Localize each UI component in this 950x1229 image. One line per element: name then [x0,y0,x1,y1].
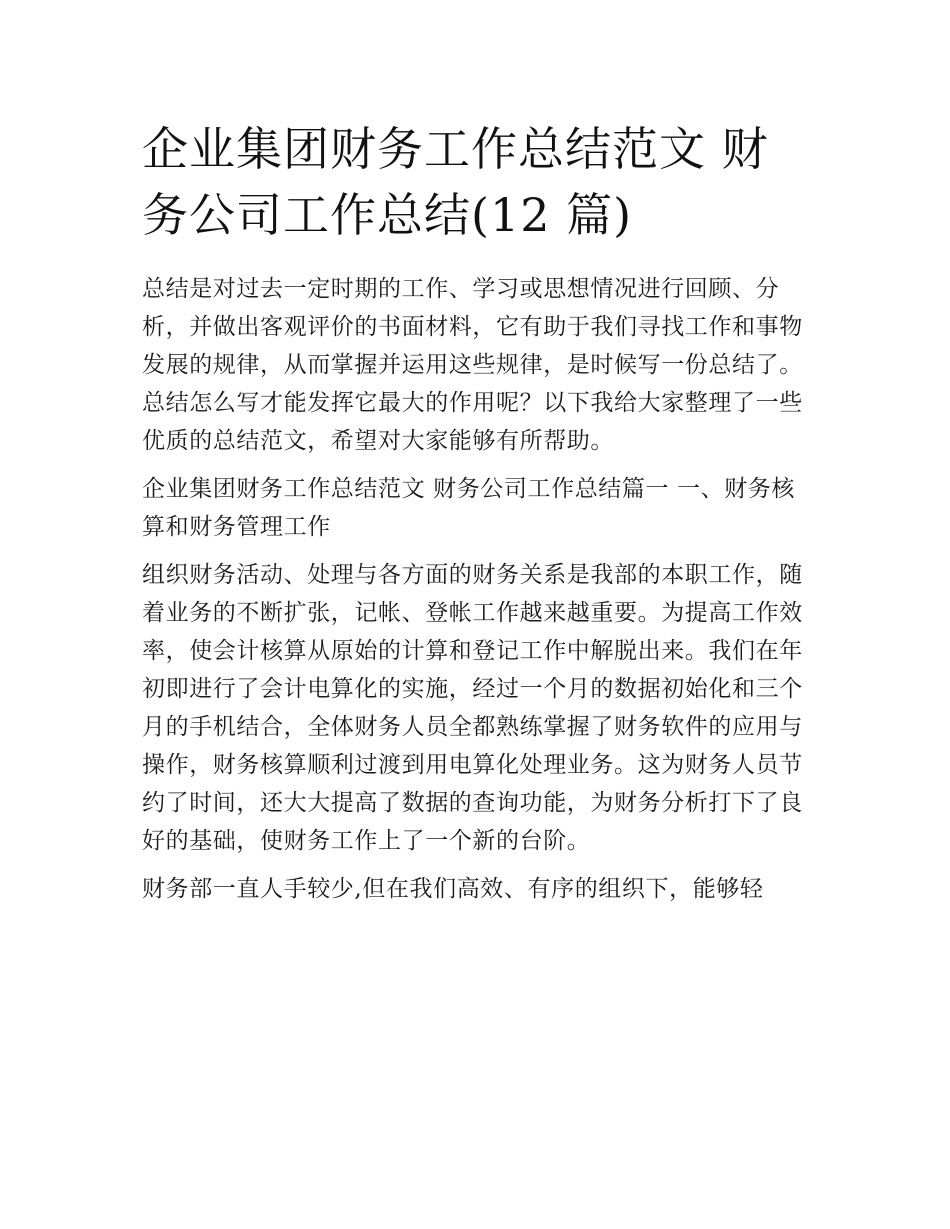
document-title: 企业集团财务工作总结范文 财务公司工作总结(12 篇) [142,122,769,242]
section-heading: 企业集团财务工作总结范文 财务公司工作总结篇一 一、财务核算和财务管理工作 [142,476,796,540]
spacer [142,460,814,470]
document-body [142,116,814,908]
body-paragraph-2: 财务部一直人手较少,但在我们高效、有序的组织下，能够轻 [142,876,764,902]
spacer [142,860,814,870]
intro-paragraph: 总结是对过去一定时期的工作、学习或思想情况进行回顾、分析，并做出客观评价的书面材料，它有助于我们寻找工作和事物发展的规律，从而掌握并运用这些规律，是时候写一份总结了。总结怎么写才能发挥它最大的作用呢？以下我给大家整理了一些优质的总结范文，希望对大家能够有所帮助。 [142,276,803,454]
body-paragraph-1: 组织财务活动、处理与各方面的财务关系是我部的本职工作，随着业务的不断扩张，记帐、登帐工作越来越重要。为提高工作效率，使会计核算从原始的计算和登记工作中解脱出来。我们在年初即进行了会计电算化的实施，经过一个月的数据初始化和三个月的手机结合，全体财务人员全都熟练掌握了财务软件的应用与操作，财务核算顺利过渡到用电算化处理业务。这为财务人员节约了时间，还大大提高了数据的查询功能，为财务分析打下了良好的基础，使财务工作上了一个新的台阶。 [142,562,803,854]
spacer [142,546,814,556]
spacer [142,248,814,270]
